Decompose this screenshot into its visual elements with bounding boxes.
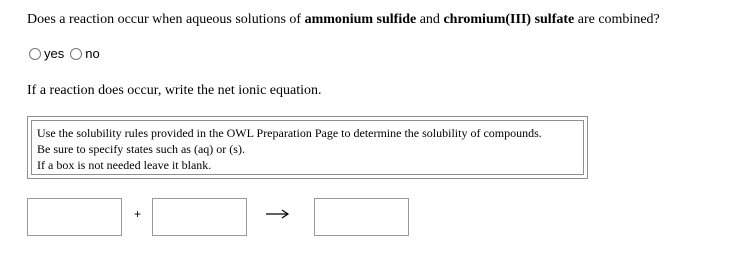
reactant-1-input[interactable] <box>27 198 122 236</box>
reaction-radio-group <box>29 46 106 61</box>
no-radio[interactable] <box>70 48 82 60</box>
product-input[interactable] <box>314 198 409 236</box>
net-ionic-prompt: If a reaction does occur, write the net ionic equation. <box>27 83 322 98</box>
instruction-line: If a box is not needed leave it blank. <box>37 158 212 172</box>
no-label[interactable]: no <box>85 46 100 61</box>
question-text <box>27 11 660 29</box>
question-suffix: are combined? <box>574 12 660 27</box>
reactant-name-2: chromium(III) sulfate <box>443 12 575 27</box>
instruction-line: Use the solubility rules provided in the OWL Preparation Page to determine the solubility of compounds. <box>37 126 542 140</box>
question-prefix: Does a reaction occur when aqueous solutions of <box>27 12 305 27</box>
instructions-inner <box>31 120 584 175</box>
instruction-line: Be sure to specify states such as (aq) or (s). <box>37 142 245 156</box>
question-middle: and <box>416 12 444 27</box>
yes-label[interactable]: yes <box>44 46 65 61</box>
reactant-name-1: ammonium sulfide <box>304 12 417 27</box>
instructions-box <box>27 116 588 179</box>
yes-radio[interactable] <box>29 48 41 60</box>
plus-sign: + <box>134 207 142 221</box>
right-arrow-icon <box>266 207 290 225</box>
reactant-2-input[interactable] <box>152 198 247 236</box>
